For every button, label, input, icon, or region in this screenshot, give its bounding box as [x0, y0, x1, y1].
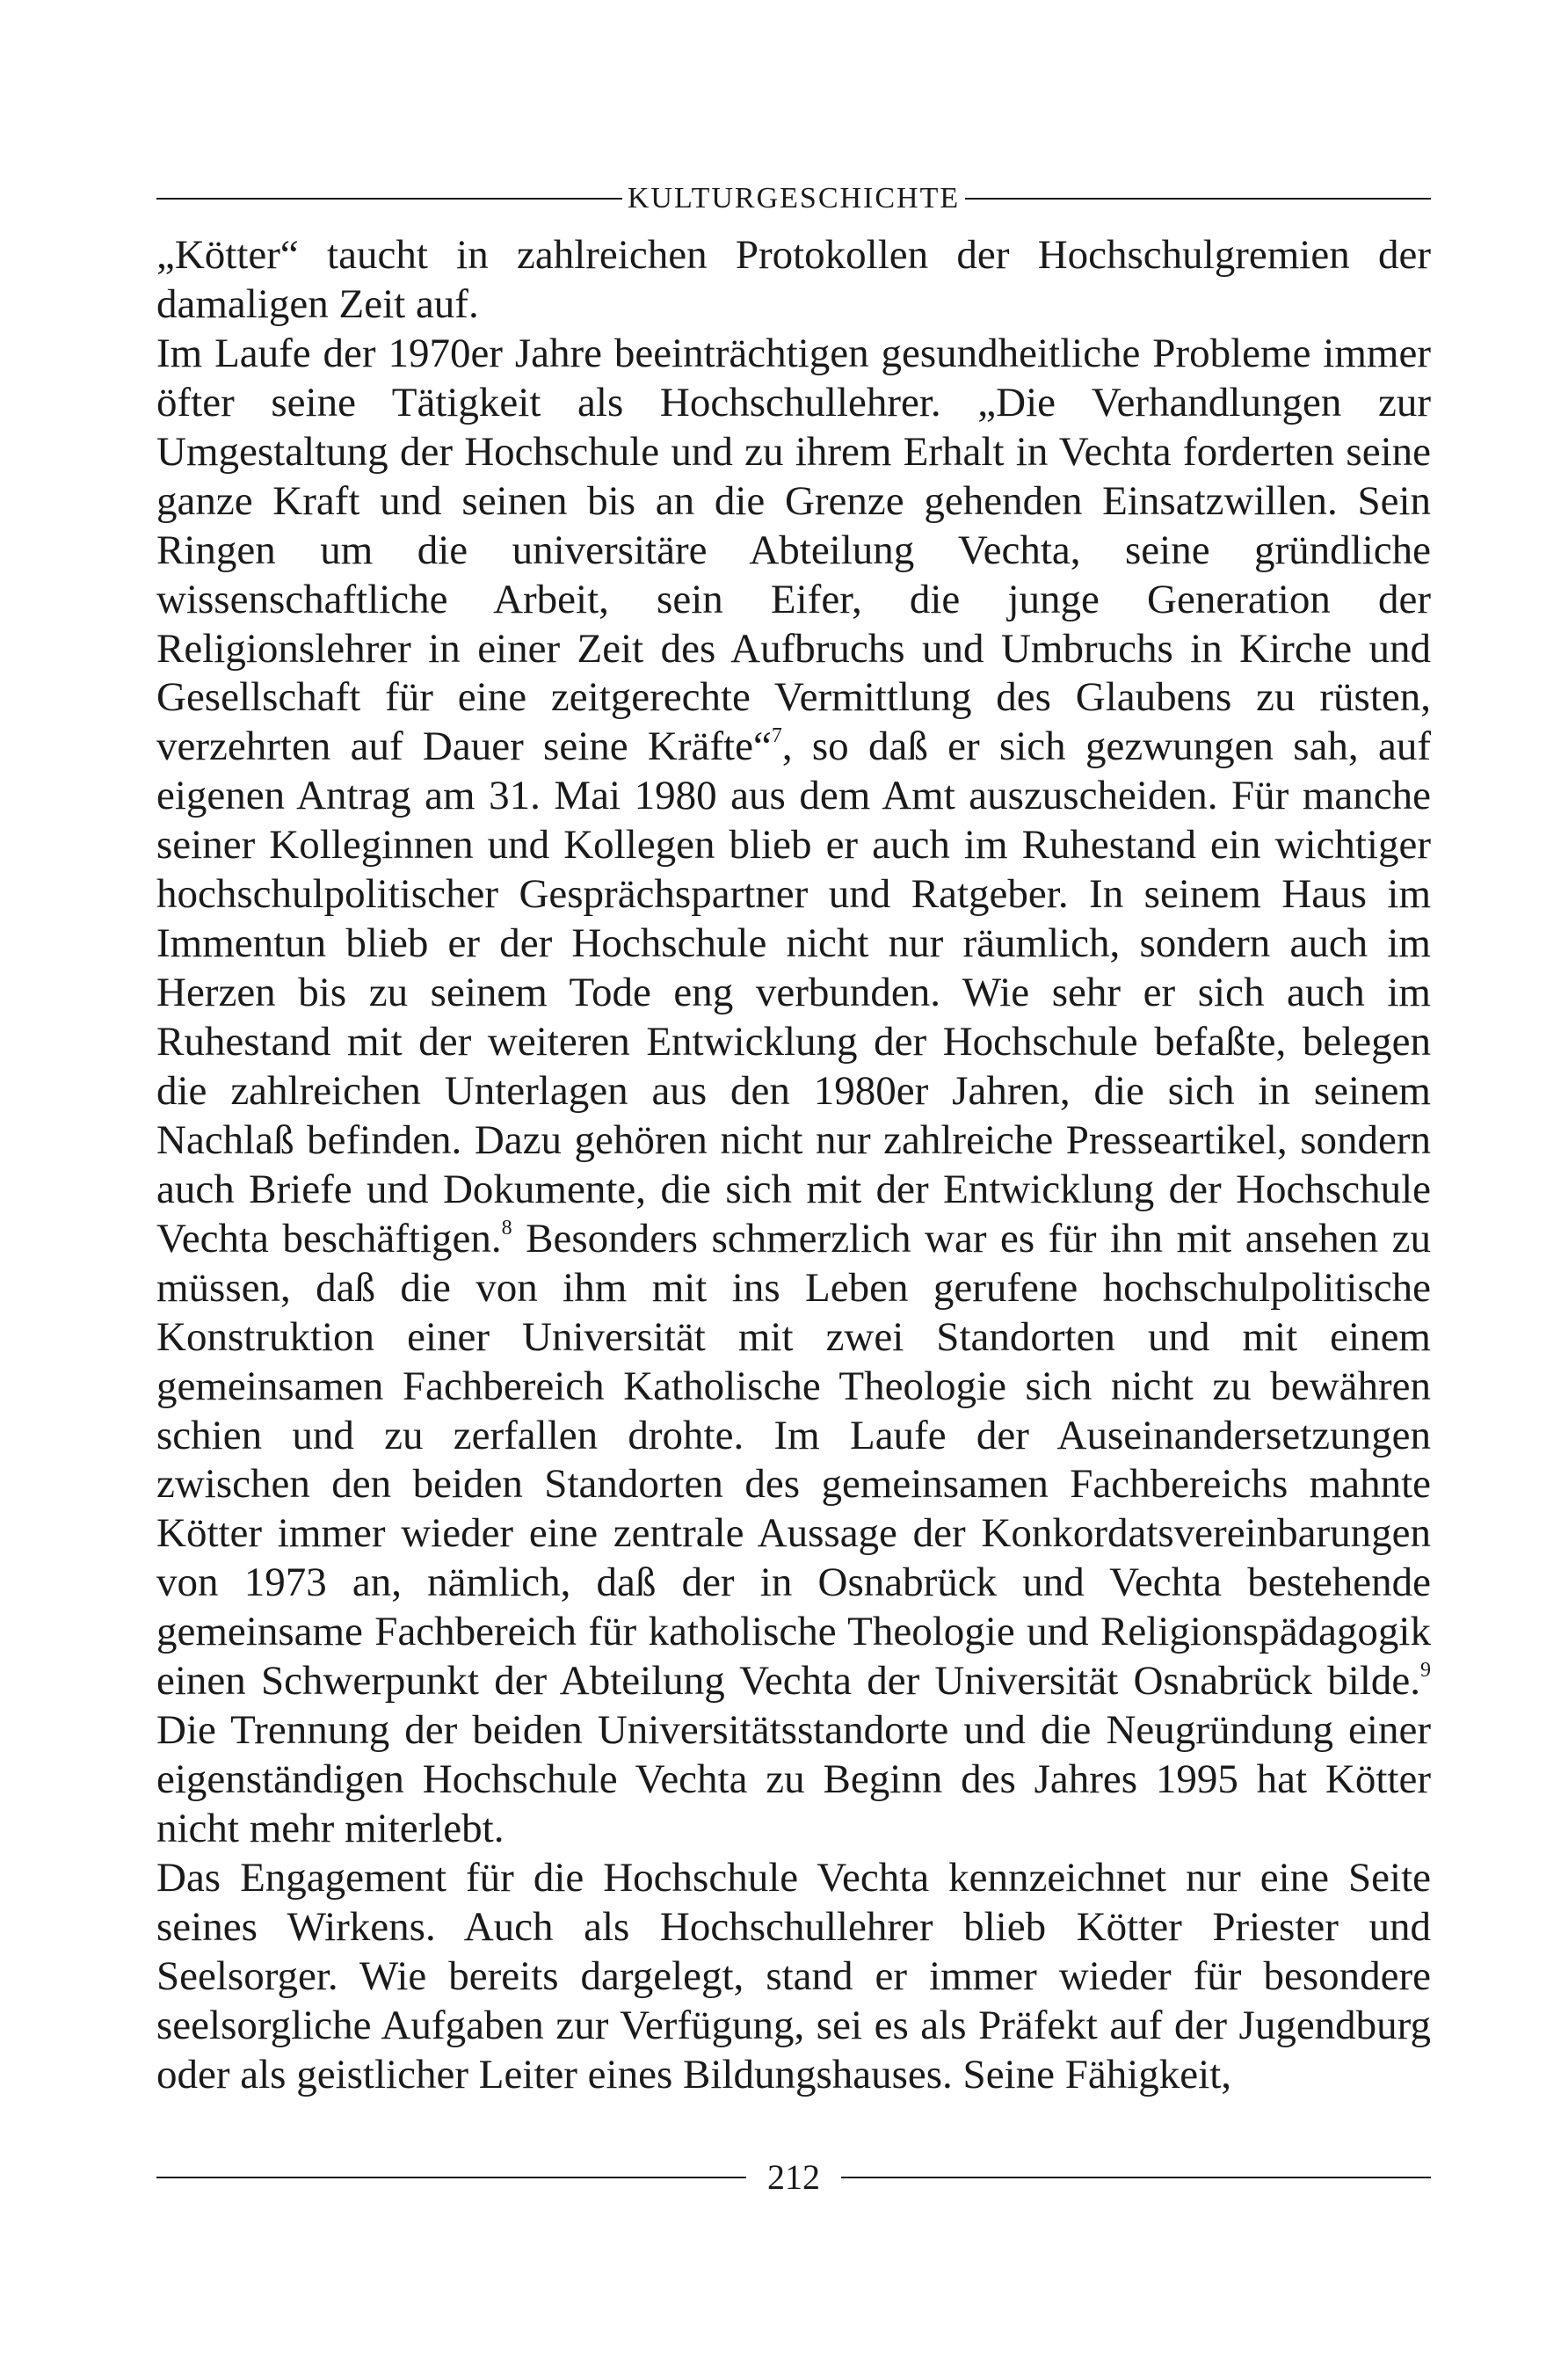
running-header [156, 172, 1431, 225]
footnote-marker: 8 [501, 1216, 512, 1240]
paragraph-2 [156, 330, 1431, 1854]
header-rule-left [156, 198, 622, 200]
footer-rule-right [841, 2177, 1431, 2178]
page-number: 212 [767, 2157, 820, 2197]
body-text [156, 231, 1431, 2100]
text-run: „Kötter“ taucht in zahlreichen Protokollen der Hochschulgremien der damaligen Zeit auf. [156, 232, 1431, 327]
footer-rule-left [156, 2177, 746, 2178]
text-run: Die Trennung der beiden Universitätsstandorte und die Neugründung einer eigenständigen Hochschule Vechta zu Beginn des Jahres 1995 hat Kötter nicht mehr miterlebt. [156, 1707, 1431, 1851]
paragraph-3 [156, 1854, 1431, 2100]
footnote-marker: 9 [1420, 1659, 1431, 1683]
page-footer [156, 2156, 1431, 2199]
footnote-marker: 7 [771, 724, 782, 748]
text-run: Besonders schmerzlich war es für ihn mit ansehen zu müssen, daß die von ihm mit ins Leben gerufene hochschulpolitische Konstruktion einer Universität mit zwei Standorten und mit einem gemeinsamen Fachbereich Katholische Theologie sich nicht zu bewähren schien und zu zerfallen drohte. Im Laufe der Auseinandersetzungen zwischen den beiden Standorten des gemeinsamen Fachbereichs mahnte Kötter immer wieder eine zentrale Aussage der Konkordatsvereinbarungen von 1973 an, nämlich, daß der in Osnabrück und Vechta bestehende gemeinsame Fachbereich für katholische Theologie und Religionspädagogik einen Schwerpunkt der Abteilung Vechta der Universität Osnabrück bilde. [156, 1215, 1431, 1705]
text-run: , so daß er sich gezwungen sah, auf eigenen Antrag am 31. Mai 1980 aus dem Amt auszuscheiden. Für manche seiner Kolleginnen und Kollegen blieb er auch im Ruhestand ein wichtiger hochschulpolitischer Gesprächspartner und Ratgeber. In seinem Haus im Immentun blieb er der Hochschule nicht nur räumlich, sondern auch im Herzen bis zu seinem Tode eng verbunden. Wie sehr er sich auch im Ruhestand mit der weiteren Entwicklung der Hochschule befaßte, belegen die zahlreichen Unterlagen aus den 1980er Jahren, die sich in seinem Nachlaß befinden. Dazu gehören nicht nur zahlreiche Presseartikel, sondern auch Briefe und Dokumente, die sich mit der Entwicklung der Hochschule Vechta beschäftigen. [156, 723, 1432, 1261]
text-run: Das Engagement für die Hochschule Vechta kennzeichnet nur eine Seite seines Wirkens. Auch als Hochschullehrer blieb Kötter Priester und Seelsorger. Wie bereits dargelegt, stand er immer wieder für besondere seelsorgliche Aufgaben zur Verfügung, sei es als Präfekt auf der Jugendburg oder als geistlicher Leiter eines Bildungshauses. Seine Fähigkeit, [156, 1854, 1431, 2097]
running-header-title: KULTURGESCHICHTE [627, 182, 961, 214]
text-run: Im Laufe der 1970er Jahre beeinträchtigen gesundheitliche Probleme immer öfter seine Tätigkeit als Hochschullehrer. „Die Verhandlungen zur Umgestaltung der Hochschule und zu ihrem Erhalt in Vechta forderten seine ganze Kraft und seinen bis an die Grenze gehenden Einsatzwillen. Sein Ringen um die universitäre Abteilung Vechta, seine gründliche wissenschaftliche Arbeit, sein Eifer, die junge Generation der Religionslehrer in einer Zeit des Aufbruchs und Umbruchs in Kirche und Gesellschaft für eine zeitgerechte Vermittlung des Glaubens zu rüsten, verzehrten auf Dauer seine Kräfte“ [156, 330, 1431, 770]
header-rule-right [965, 198, 1431, 200]
paragraph-1 [156, 231, 1431, 330]
